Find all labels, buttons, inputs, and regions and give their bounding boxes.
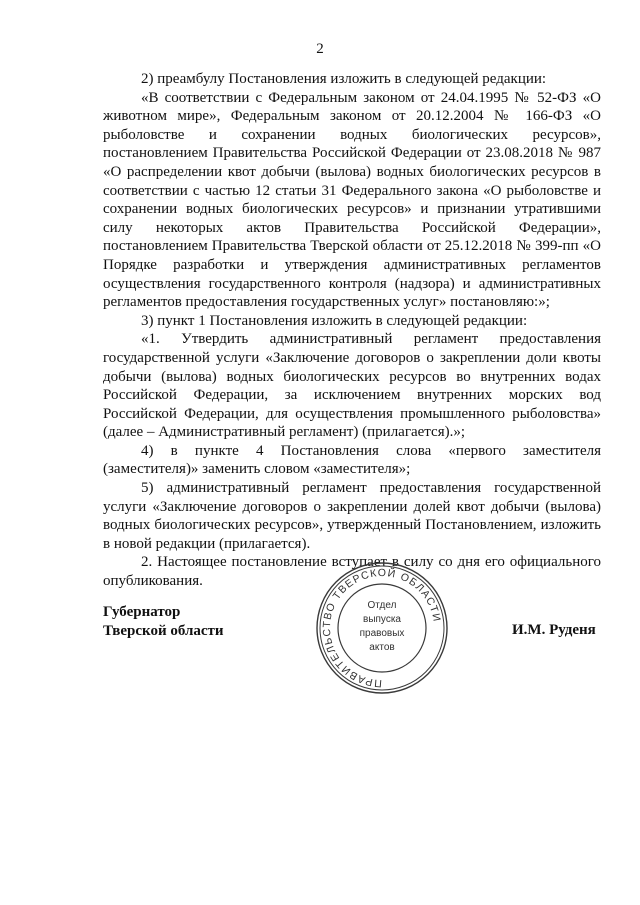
signatory-name: И.М. Руденя <box>512 622 596 638</box>
svg-text:Отдел: Отдел <box>367 600 397 611</box>
paragraph-item-3-heading: 3) пункт 1 Постановления изложить в следующей редакции: <box>141 312 528 329</box>
stamp-seal-icon <box>314 560 450 696</box>
svg-text:ПРАВИТЕЛЬСТВО ТВЕРСКОЙ ОБЛАСТИ: ПРАВИТЕЛЬСТВО ТВЕРСКОЙ ОБЛАСТИ <box>320 566 443 690</box>
paragraph-preamble-text: «В соответствии с Федеральным законом от 24.04.1995 № 52-ФЗ «О животном мире», Федеральным законом от 20.12.2004 № 166-ФЗ «О рыболовстве и сохранении водных биологических ресурсов», постановлением Правительства Российской Федерации от 23.08.2018 № 987 «О распределении квот добычи (вылова) водных биологических ресурсов в соответствии с частью 12 статьи 31 Федерального закона «О рыболовстве и сохранении водных биологических ресурсов» и признании утратившими силу некоторых актов Правительства Российской Федерации», постановлением Правительства Тверской области от 25.12.2018 № 399-пп «О Порядке разработки и утверждения административных регламентов осуществления государственного контроля (надзора) и административных регламентов предоставления государственных услуг» постановляю:»; <box>103 89 601 311</box>
signatory-position-line-1: Губернатор <box>103 604 181 620</box>
paragraph-item-4: 4) в пункте 4 Постановления слова «первого заместителя (заместителя)» заменить словом «заместителя»; <box>103 442 601 478</box>
paragraph-preamble-heading: 2) преамбулу Постановления изложить в следующей редакции: <box>141 71 547 87</box>
svg-text:актов: актов <box>369 642 395 653</box>
paragraph-item-5: 5) административный регламент предоставления государственной услуги «Заключение договоров о закреплении долей квот добычи (вылова) водных биологических ресурсов», утвержденный Постановлением, изложить в новой редакции (прилагается). <box>103 480 601 552</box>
paragraph-item-3-text: «1. Утвердить административный регламент предоставления государственной услуги «Заключение договоров о закреплении доли квоты добычи (вылова) водных биологических ресурсов во внутренних водах Российской Федерации, за исключением внутренних морских вод Российской Федерации, для осуществления промышленного рыболовства» (далее – Административный регламент) (прилагается).»; <box>103 331 601 441</box>
svg-text:правовых: правовых <box>359 628 405 639</box>
official-stamp <box>314 560 450 696</box>
signatory-position <box>103 603 224 640</box>
page-number: 2 <box>316 41 324 57</box>
paragraph-effective-date: 2. Настоящее постановление вступает в силу со дня его официального опубликования. <box>103 554 601 590</box>
signatory-position-line-2: Тверской области <box>103 622 224 639</box>
document-body <box>103 70 601 591</box>
svg-text:выпуска: выпуска <box>363 614 401 625</box>
